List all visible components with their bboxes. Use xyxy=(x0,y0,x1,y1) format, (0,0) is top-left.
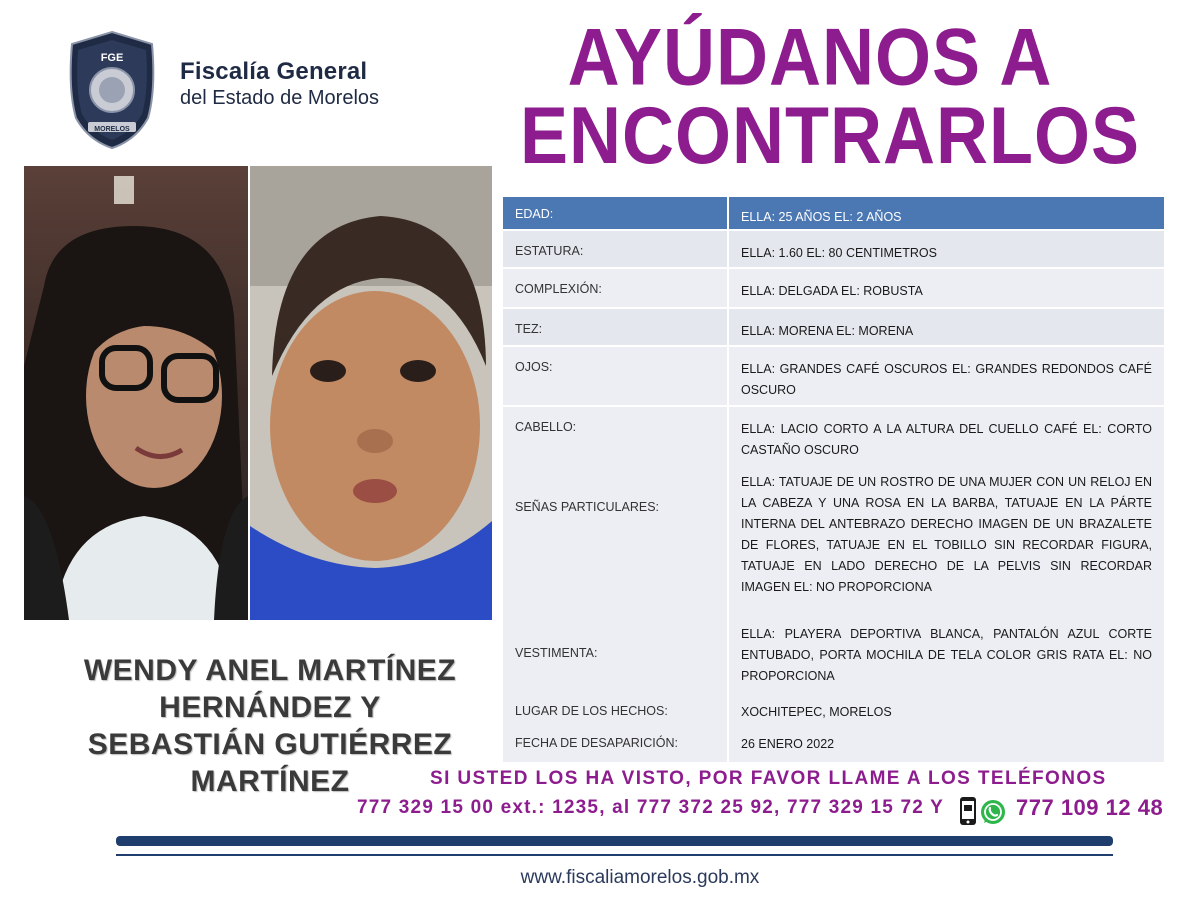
value-tez: ELLA: MORENA EL: MORENA xyxy=(728,308,1165,346)
row-fecha xyxy=(502,726,1165,762)
agency-name-line1: Fiscalía General xyxy=(180,58,368,85)
row-cabello xyxy=(502,406,1165,464)
name-line1: WENDY ANEL MARTÍNEZ xyxy=(83,654,457,687)
contact-instructions: SI USTED LOS HA VISTO, POR FAVOR LLAME A LOS TELÉFONOS xyxy=(430,768,1107,789)
label-ojos: OJOS: xyxy=(502,346,728,406)
headline-line1: AYÚDANOS A xyxy=(567,13,1053,103)
value-complexion: ELLA: DELGADA EL: ROBUSTA xyxy=(728,268,1165,308)
label-edad: EDAD: xyxy=(502,196,728,230)
value-ojos: ELLA: GRANDES CAFÉ OSCUROS EL: GRANDES REDONDOS CAFÉ OSCURO xyxy=(728,346,1165,406)
fge-badge-logo xyxy=(66,30,158,150)
badge-banner-text: MORELOS xyxy=(94,126,130,133)
name-line3: SEBASTIÁN GUTIÉRREZ xyxy=(87,728,453,761)
value-fecha: 26 ENERO 2022 xyxy=(728,726,1165,762)
value-senas: ELLA: TATUAJE DE UN ROSTRO DE UNA MUJER CON UN RELOJ EN LA CABEZA Y UNA ROSA EN LA BARBA, TATUAJE EN LA PÁRTE INTERNA DEL ANTEBRAZO DERECHO IMAGEN DE UN BRAZALETE DE FLORES, TATUAJE EN EL TOBILLO SIN RECORDAR FIGURA, TATUAJE EN LADO DERECHO DE LA PELVIS SIN RECORDAR IMAGEN EL: NO PROPORCIONA xyxy=(728,464,1165,612)
row-edad xyxy=(502,196,1165,230)
label-fecha: FECHA DE DESAPARICIÓN: xyxy=(502,726,728,762)
whatsapp-number: 777 109 12 48 xyxy=(1016,795,1164,820)
label-tez: TEZ: xyxy=(502,308,728,346)
row-vestimenta xyxy=(502,612,1165,690)
row-senas xyxy=(502,464,1165,612)
label-vestimenta: VESTIMENTA: xyxy=(502,612,728,690)
label-cabello: CABELLO: xyxy=(502,406,728,464)
row-ojos xyxy=(502,346,1165,406)
footer-divider xyxy=(116,854,1113,856)
row-complexion xyxy=(502,268,1165,308)
name-line2: HERNÁNDEZ Y xyxy=(159,691,381,724)
value-lugar: XOCHITEPEC, MORELOS xyxy=(728,690,1165,726)
details-table xyxy=(501,195,1166,762)
agency-name-line2: del Estado de Morelos xyxy=(180,87,380,109)
label-lugar: LUGAR DE LOS HECHOS: xyxy=(502,690,728,726)
row-tez xyxy=(502,308,1165,346)
headline xyxy=(500,13,1200,182)
value-estatura: ELLA: 1.60 EL: 80 CENTIMETROS xyxy=(728,230,1165,268)
label-senas: SEÑAS PARTICULARES: xyxy=(502,464,728,612)
mobile-phone-icon xyxy=(958,796,978,826)
footer-bar xyxy=(116,836,1113,846)
label-complexion: COMPLEXIÓN: xyxy=(502,268,728,308)
headline-line2: ENCONTRARLOS xyxy=(520,91,1140,182)
badge-fge-text: FGE xyxy=(100,52,124,64)
row-lugar xyxy=(502,690,1165,726)
agency-name xyxy=(180,58,379,110)
row-estatura xyxy=(502,230,1165,268)
value-cabello: ELLA: LACIO CORTO A LA ALTURA DEL CUELLO CAFÉ EL: CORTO CASTAÑO OSCURO xyxy=(728,406,1165,464)
contact-phone-numbers: 777 329 15 00 ext.: 1235, al 777 372 25 92, 777 329 15 72 Y xyxy=(357,797,945,818)
website-link[interactable]: www.fiscaliamorelos.gob.mx xyxy=(520,867,760,888)
missing-persons-names xyxy=(60,652,480,800)
name-line4: MARTÍNEZ xyxy=(190,765,350,798)
value-edad: ELLA: 25 AÑOS EL: 2 AÑOS xyxy=(728,196,1165,230)
photo-woman xyxy=(24,166,248,620)
value-vestimenta: ELLA: PLAYERA DEPORTIVA BLANCA, PANTALÓN AZUL CORTE ENTUBADO, PORTA MOCHILA DE TELA COLOR GRIS RATA EL: NO PROPORCIONA xyxy=(728,612,1165,690)
photo-child xyxy=(250,166,492,620)
whatsapp-icon xyxy=(980,799,1006,825)
label-estatura: ESTATURA: xyxy=(502,230,728,268)
